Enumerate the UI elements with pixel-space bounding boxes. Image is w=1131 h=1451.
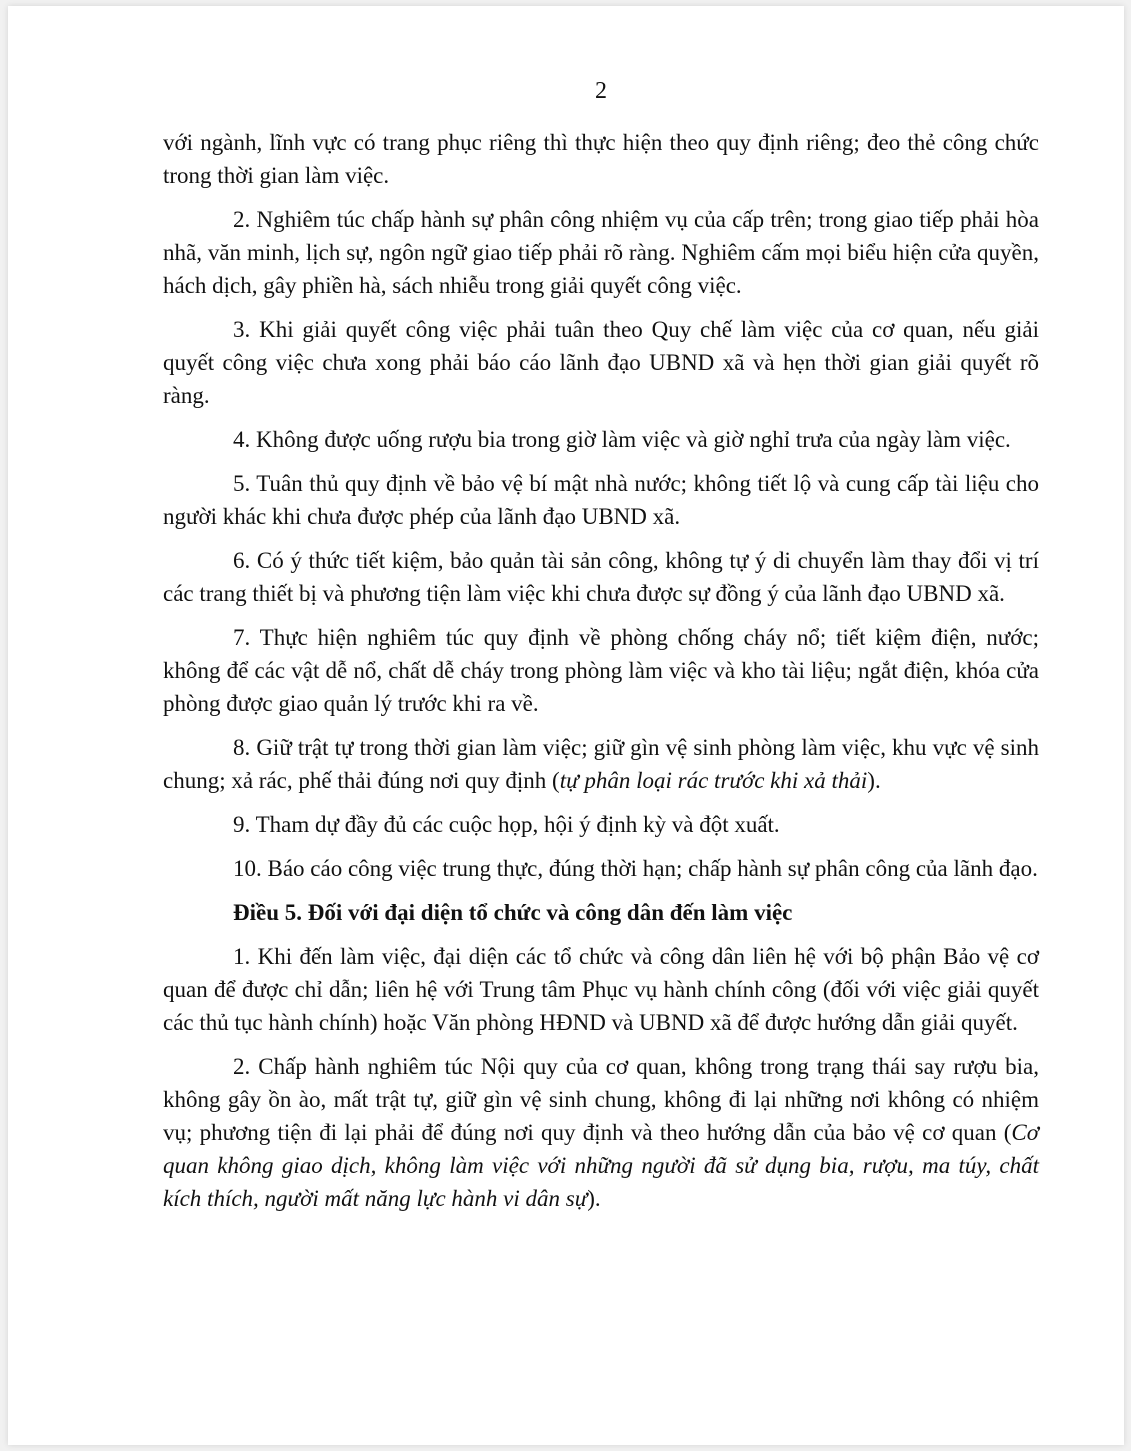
article-5-heading: Điều 5. Đối với đại diện tổ chức và công dân đến làm việc [233,900,793,925]
article-5-item-1: 1. Khi đến làm việc, đại diện các tổ chức và công dân liên hệ với bộ phận Bảo vệ cơ quan để được chỉ dẫn; liên hệ với Trung tâm Phục vụ hành chính công (đối với việc giải quyết các thủ tục hành chính) hoặc Văn phòng HĐND và UBND xã để được hướng dẫn giải quyết. [163,944,1039,1035]
paragraph-item-6: 6. Có ý thức tiết kiệm, bảo quản tài sản công, không tự ý di chuyển làm thay đổi vị trí các trang thiết bị và phương tiện làm việc khi chưa được sự đồng ý của lãnh đạo UBND xã. [163,548,1039,606]
article-5-item-2 [163,1050,1039,1215]
paragraph-item-2: 2. Nghiêm túc chấp hành sự phân công nhiệm vụ của cấp trên; trong giao tiếp phải hòa nhã, văn minh, lịch sự, ngôn ngữ giao tiếp phải rõ ràng. Nghiêm cấm mọi biểu hiện cửa quyền, hách dịch, gây phiền hà, sách nhiễu trong giải quyết công việc. [163,207,1039,298]
article-5-item-2-end: ). [587,1186,601,1211]
paragraph-item-5: 5. Tuân thủ quy định về bảo vệ bí mật nhà nước; không tiết lộ và cung cấp tài liệu cho người khác khi chưa được phép của lãnh đạo UBND xã. [163,471,1039,529]
paragraph-item-9: 9. Tham dự đầy đủ các cuộc họp, hội ý định kỳ và đột xuất. [233,812,780,837]
paragraph-item-7: 7. Thực hiện nghiêm túc quy định về phòng chống cháy nổ; tiết kiệm điện, nước; không để các vật dễ nổ, chất dễ cháy trong phòng làm việc và kho tài liệu; ngắt điện, khóa cửa phòng được giao quản lý trước khi ra về. [163,625,1039,716]
page-number: 2 [595,78,607,104]
paragraph-item-10: 10. Báo cáo công việc trung thực, đúng thời hạn; chấp hành sự phân công của lãnh đạo. [233,856,1038,881]
paragraph-item-8-end: ). [867,768,881,793]
paragraph-item-8-italic: tự phân loại rác trước khi xả thải [559,768,868,793]
article-5-item-2-italic: Cơ quan không giao dịch, không làm việc với những người đã sử dụng bia, rượu, ma túy, chất kích thích, người mất năng lực hành vi dân sự [163,1120,1039,1211]
document-content [163,76,1039,1226]
paragraph-item-4: 4. Không được uống rượu bia trong giờ làm việc và giờ nghỉ trưa của ngày làm việc. [233,427,1011,452]
paragraph-continuation: với ngành, lĩnh vực có trang phục riêng thì thực hiện theo quy định riêng; đeo thẻ công chức trong thời gian làm việc. [163,130,1039,188]
article-5-item-2-text: 2. Chấp hành nghiêm túc Nội quy của cơ quan, không trong trạng thái say rượu bia, không gây ồn ào, mất trật tự, giữ gìn vệ sinh chung, không đi lại những nơi không có nhiệm vụ; phương tiện đi lại phải để đúng nơi quy định và theo hướng dẫn của bảo vệ cơ quan ( [163,1054,1039,1145]
document-page [8,6,1124,1445]
paragraph-item-8 [163,731,1039,797]
paragraph-item-8-text: 8. Giữ trật tự trong thời gian làm việc; giữ gìn vệ sinh phòng làm việc, khu vực vệ sinh chung; xả rác, phế thải đúng nơi quy định ( [163,735,1039,793]
paragraph-item-3: 3. Khi giải quyết công việc phải tuân theo Quy chế làm việc của cơ quan, nếu giải quyết công việc chưa xong phải báo cáo lãnh đạo UBND xã và hẹn thời gian giải quyết rõ ràng. [163,317,1039,408]
